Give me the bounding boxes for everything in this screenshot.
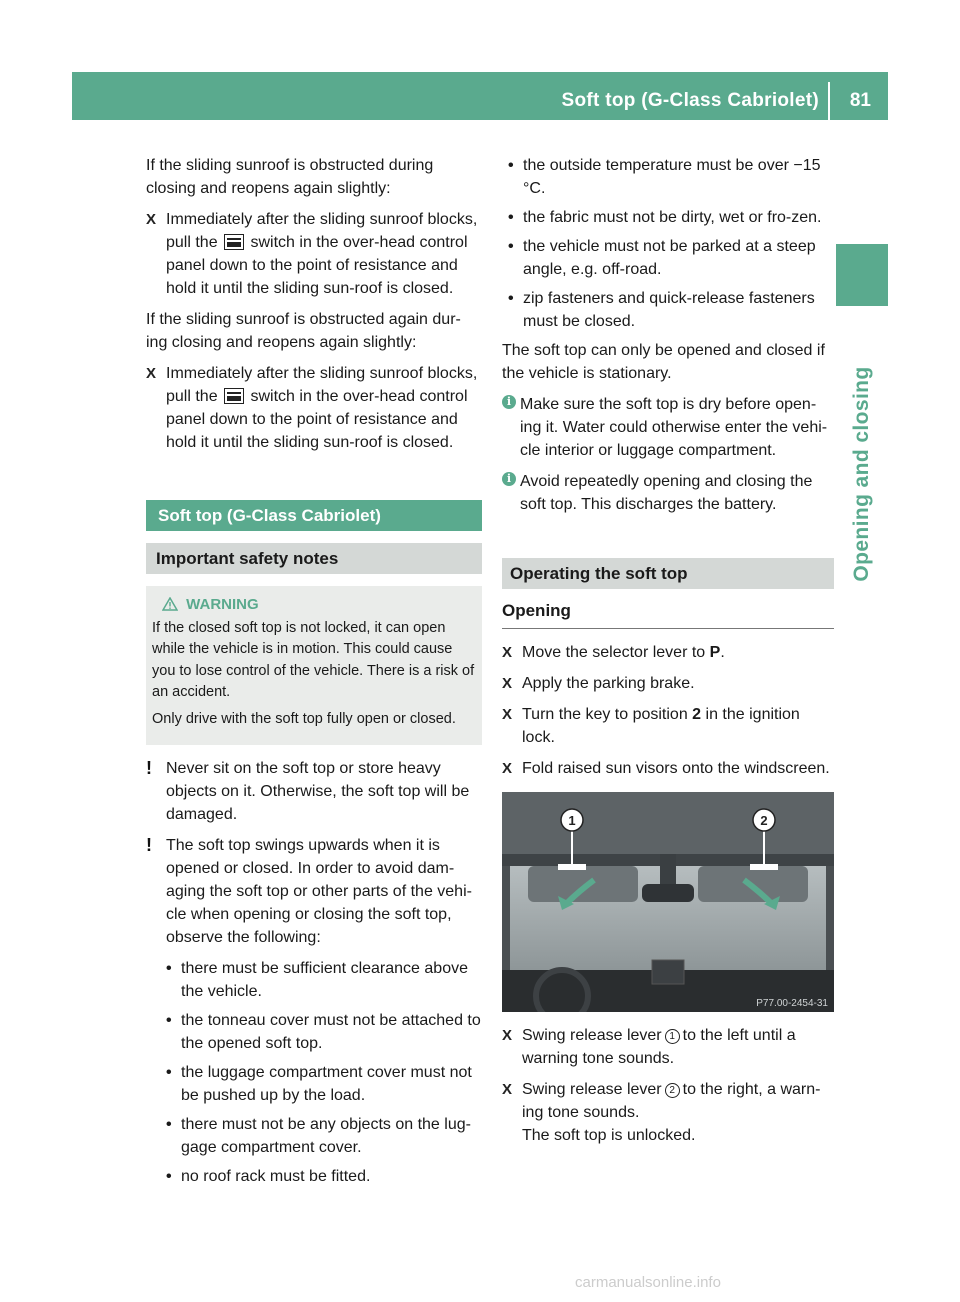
info-icon: i <box>502 395 516 409</box>
list-item: • zip fasteners and quick-release fasteners must be closed. <box>508 287 834 333</box>
bullet-icon: • <box>166 960 172 977</box>
caution-note: ! The soft top swings upwards when it is opened or closed. In order to avoid dam-aging the soft top or other parts of the vehi-cle when opening or closing the soft top, observe the following: <box>146 835 472 946</box>
subsection-heading: Important safety notes <box>146 543 482 574</box>
step-arrow-icon: X <box>146 365 157 382</box>
result-text: The soft top is unlocked. <box>522 1127 696 1144</box>
bullet-icon: • <box>508 209 514 226</box>
list-item: • the tonneau cover must not be attached to the opened soft top. <box>166 1009 482 1055</box>
step-arrow-icon: X <box>502 1081 513 1098</box>
instruction-step: X Turn the key to position 2 in the ignition lock. <box>502 703 834 749</box>
header-title: Soft top (G-Class Cabriolet) <box>561 90 819 111</box>
caution-icon: ! <box>146 758 152 778</box>
instruction-step: X Move the selector lever to P. <box>502 641 834 664</box>
footer-watermark: carmanualsonline.info <box>575 1274 721 1291</box>
paragraph: If the sliding sunroof is obstructed during closing and reopens again slightly: <box>146 157 434 197</box>
soft-top-release-illustration <box>502 792 834 1012</box>
bullet-icon: • <box>508 238 514 255</box>
bullet-icon: • <box>166 1168 172 1185</box>
step-arrow-icon: X <box>146 211 157 228</box>
warning-text: Only drive with the soft top fully open or closed. <box>152 710 456 727</box>
list-item: • no roof rack must be fitted. <box>166 1165 482 1188</box>
callout-2-label: 2 <box>760 813 768 828</box>
instruction-step: X Immediately after the sliding sunroof blocks, pull the switch in the over-head control panel down to the point of resistance and hold it until the sliding sun-roof is closed. <box>146 208 482 300</box>
sunroof-switch-icon <box>224 388 244 404</box>
list-item: • the fabric must not be dirty, wet or fro-zen. <box>508 206 834 229</box>
step-arrow-icon: X <box>502 1027 513 1044</box>
step-arrow-icon: X <box>502 706 513 723</box>
chapter-tab <box>836 244 888 306</box>
subsection-heading: Opening <box>502 599 834 629</box>
paragraph: The soft top can only be opened and closed if the vehicle is stationary. <box>502 342 825 382</box>
bullet-icon: • <box>166 1116 172 1133</box>
right-column <box>502 154 834 1155</box>
chapter-label: Opening and closing <box>850 366 873 582</box>
page-header <box>72 72 888 120</box>
warning-triangle-icon <box>162 597 178 611</box>
section-heading: Operating the soft top <box>502 558 834 589</box>
warning-heading: WARNING <box>152 594 476 616</box>
callout-2-icon: 2 <box>665 1083 680 1098</box>
bullet-icon: • <box>508 290 514 307</box>
info-icon: i <box>502 472 516 486</box>
list-item: • the luggage compartment cover must not be pushed up by the load. <box>166 1061 482 1107</box>
page-number: 81 <box>849 90 871 111</box>
sunroof-switch-icon <box>224 234 244 250</box>
left-column <box>146 154 482 1194</box>
info-note: i Avoid repeatedly opening and closing the soft top. This discharges the battery. <box>502 470 834 516</box>
step-arrow-icon: X <box>502 675 513 692</box>
warning-box <box>146 586 482 745</box>
list-item: • the vehicle must not be parked at a steep angle, e.g. off-road. <box>508 235 834 281</box>
callout-1-label: 1 <box>568 813 576 828</box>
instruction-step: X Swing release lever 2 to the right, a warn-ing tone sounds. The soft top is unlocked. <box>502 1078 834 1147</box>
warning-text: If the closed soft top is not locked, it can open while the vehicle is in motion. This could cause you to lose control of the vehicle. There is a risk of an accident. <box>152 619 475 700</box>
list-item: • there must be sufficient clearance above the vehicle. <box>166 957 482 1003</box>
instruction-step: X Apply the parking brake. <box>502 672 834 695</box>
bullet-icon: • <box>166 1064 172 1081</box>
callout-1-icon: 1 <box>665 1029 680 1044</box>
instruction-step: X Fold raised sun visors onto the windscreen. <box>502 757 834 780</box>
bullet-icon: • <box>166 1012 172 1029</box>
step-arrow-icon: X <box>502 644 513 661</box>
caution-icon: ! <box>146 835 152 855</box>
section-heading: Soft top (G-Class Cabriolet) <box>146 500 482 531</box>
image-code: P77.00-2454-31 <box>756 998 828 1009</box>
caution-note: ! Never sit on the soft top or store heavy objects on it. Otherwise, the soft top will be damaged. <box>146 758 470 823</box>
paragraph: If the sliding sunroof is obstructed again dur-ing closing and reopens again slightly: <box>146 311 461 351</box>
bullet-icon: • <box>508 157 514 174</box>
list-item: • there must not be any objects on the lug-gage compartment cover. <box>166 1113 482 1159</box>
windscreen-photo <box>502 792 834 1012</box>
instruction-step: X Swing release lever 1 to the left until a warning tone sounds. <box>502 1024 834 1070</box>
instruction-step: X Immediately after the sliding sunroof blocks, pull the switch in the over-head control panel down to the point of resistance and hold it until the sliding sun-roof is closed. <box>146 362 482 454</box>
step-arrow-icon: X <box>502 760 513 777</box>
header-separator <box>828 82 830 120</box>
info-note: i Make sure the soft top is dry before open-ing it. Water could otherwise enter the vehi-cle interior or luggage compartment. <box>502 393 834 462</box>
list-item: • the outside temperature must be over −15 °C. <box>508 154 834 200</box>
